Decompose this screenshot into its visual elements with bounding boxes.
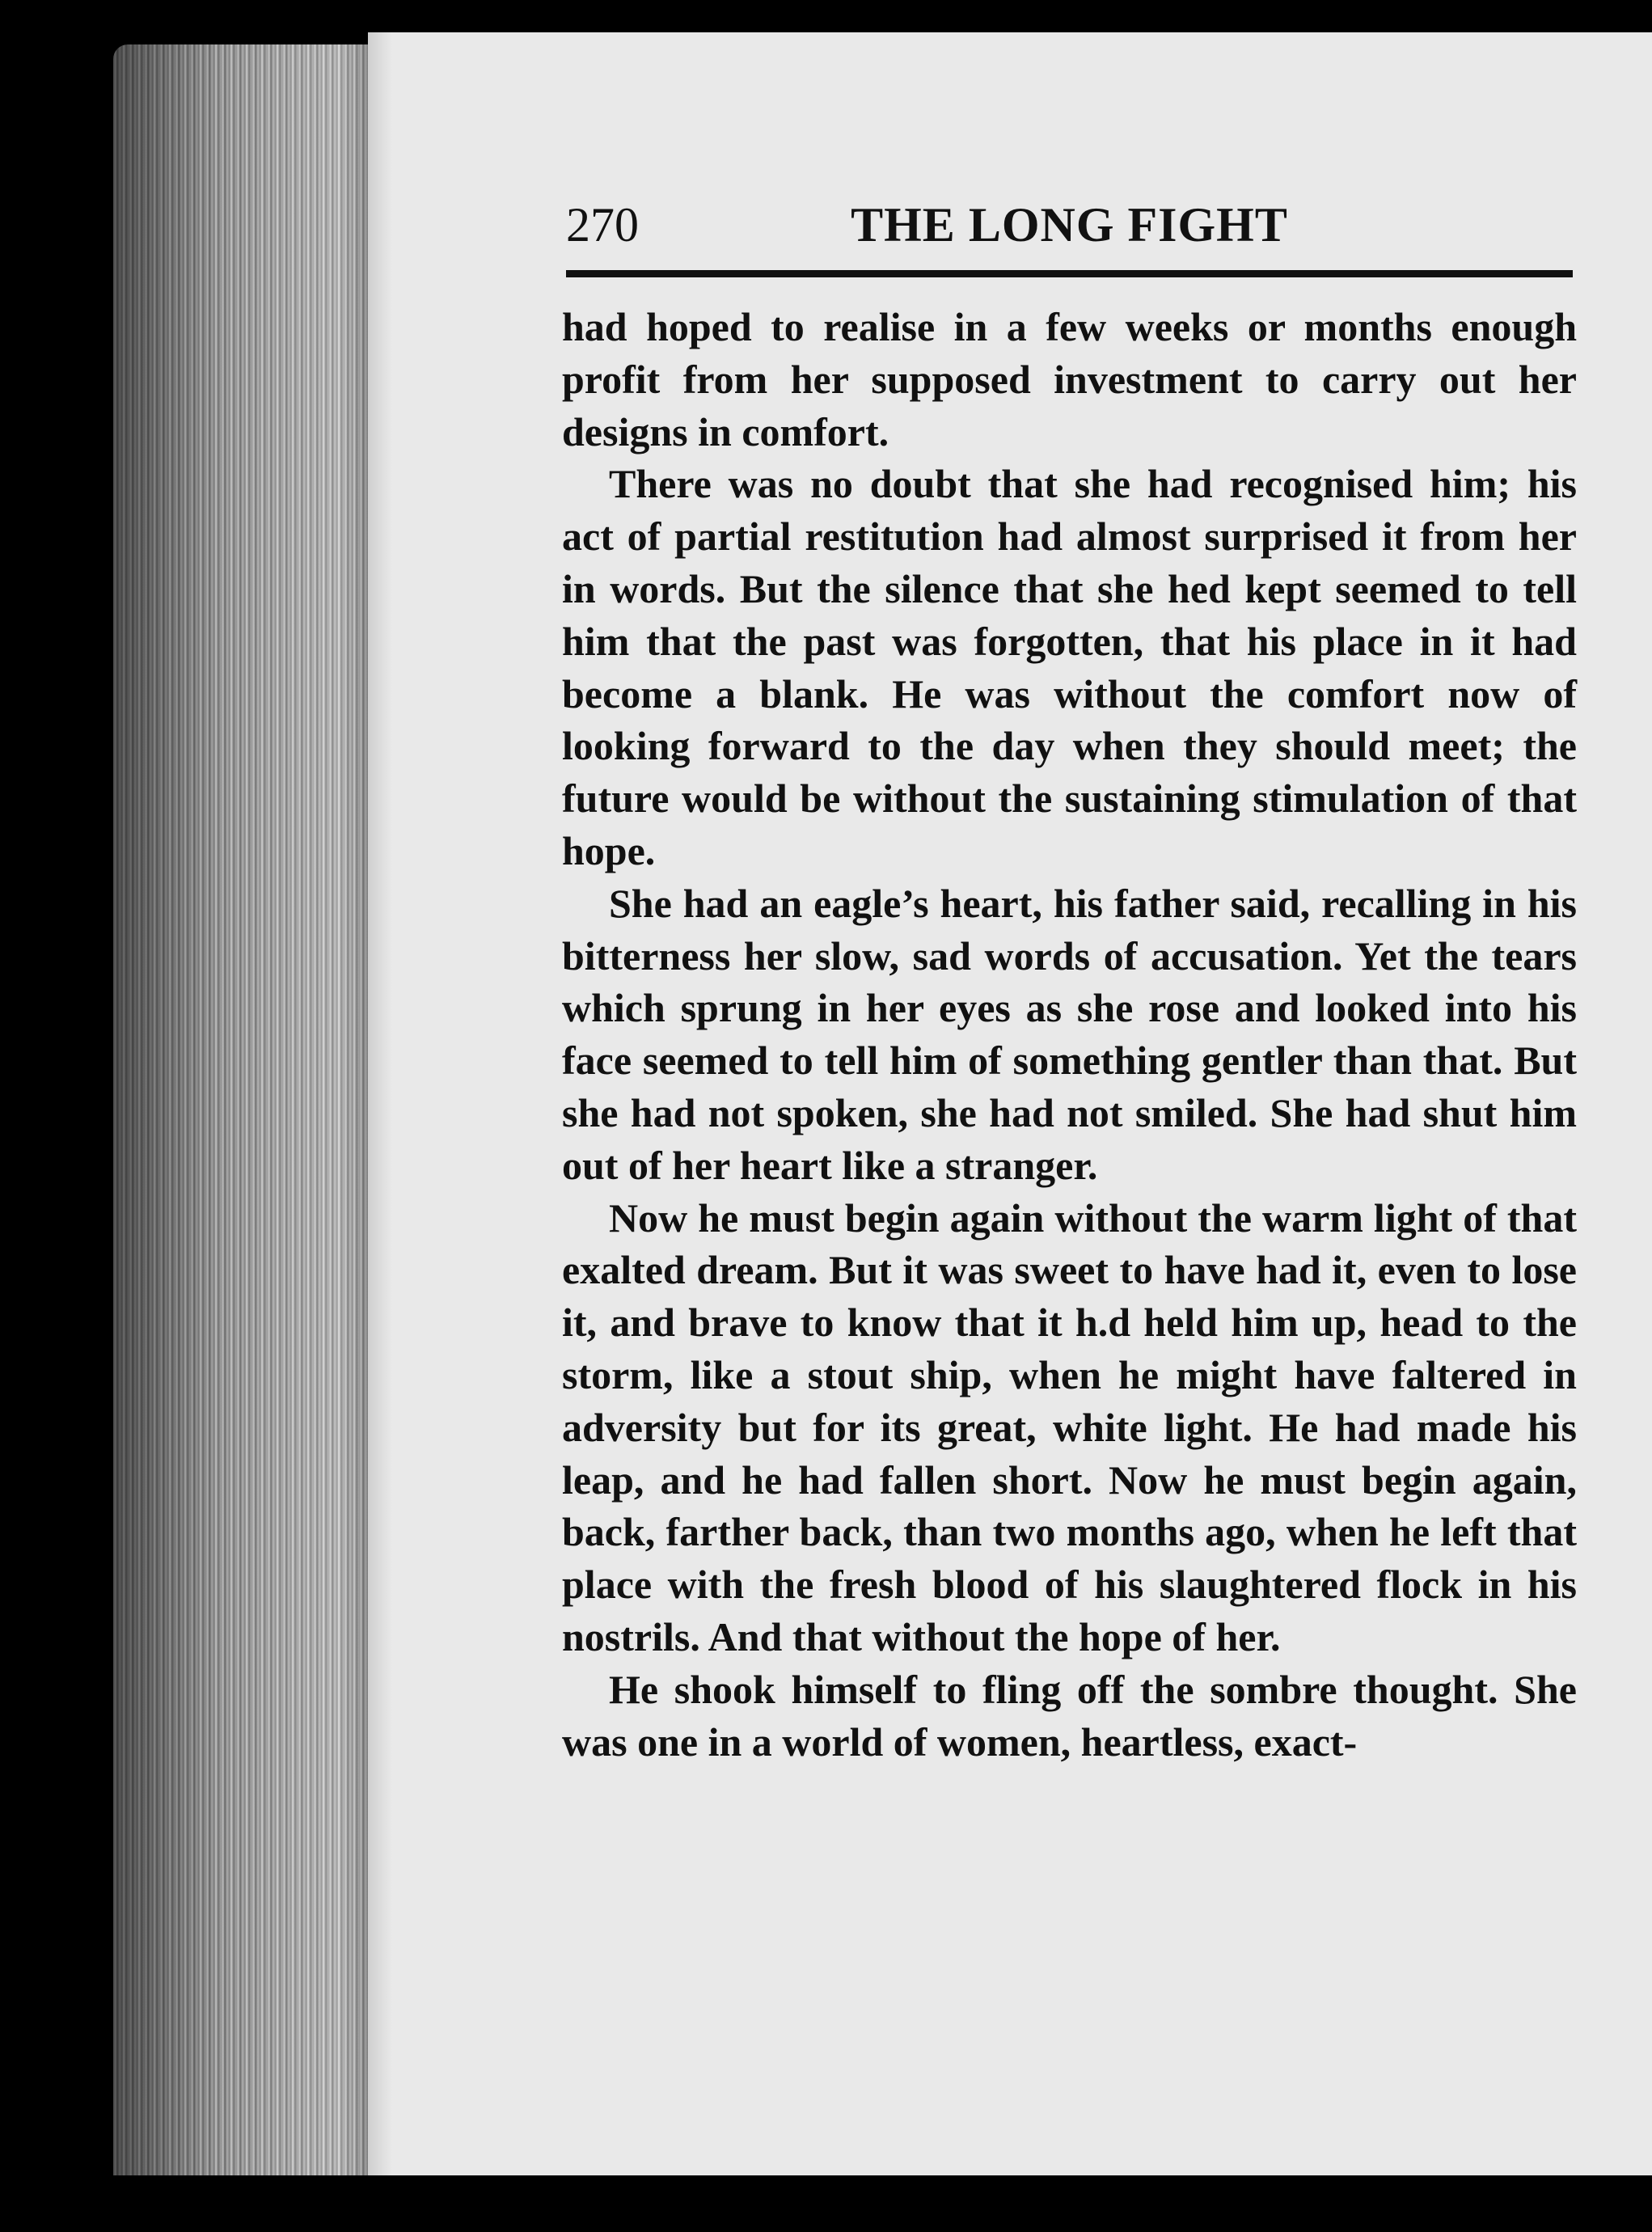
book-title: THE LONG FIGHT — [851, 198, 1288, 252]
paragraph: She had an eagle’s heart, his father said, recalling in his bitterness her slow, sad words of accusation. Yet the tears which sprung in her eyes as she rose and looked into his face seemed to tell him of something gentler than that. But she had not spoken, she had not smiled. She had shut him out of her heart like a stranger. — [562, 880, 1577, 1188]
paragraph: Now he must begin again without the warm light of that exalted dream. But it was sweet to have had it, even to lose it, and brave to know that it h.d held him up, head to the storm, like a stout ship, when he might have faltered in adversity but for its great, white light. He had made his leap, and he had fallen short. Now he must begin again, back, farther back, than two months ago, when he left that place with the fresh blood of his slaughtered flock in his nostrils. And that without the hope of her. — [562, 1194, 1577, 1659]
page-number: 270 — [566, 198, 639, 252]
paragraph: He shook himself to fling off the sombre thought. She was one in a world of women, heartless, exact- — [562, 1666, 1577, 1765]
scan-bottom-margin — [323, 2175, 1652, 2232]
running-head — [566, 192, 1573, 257]
body-text — [562, 301, 1577, 1768]
paragraph: There was no doubt that she had recognised him; his act of partial restitution had almost surprised it from her in words. But the silence that she hed kept seemed to tell him that the past was forgotten, that his place in it had become a blank. He was without the comfort now of looking forward to the day when they should meet; the future would be without the sustaining stimulation of that hope. — [562, 461, 1577, 873]
header-rule — [566, 270, 1573, 277]
book-page-edges — [113, 44, 380, 2175]
paragraph-continued: had hoped to realise in a few weeks or months enough profit from her supposed investment to carry out her designs in comfort. — [562, 304, 1577, 454]
